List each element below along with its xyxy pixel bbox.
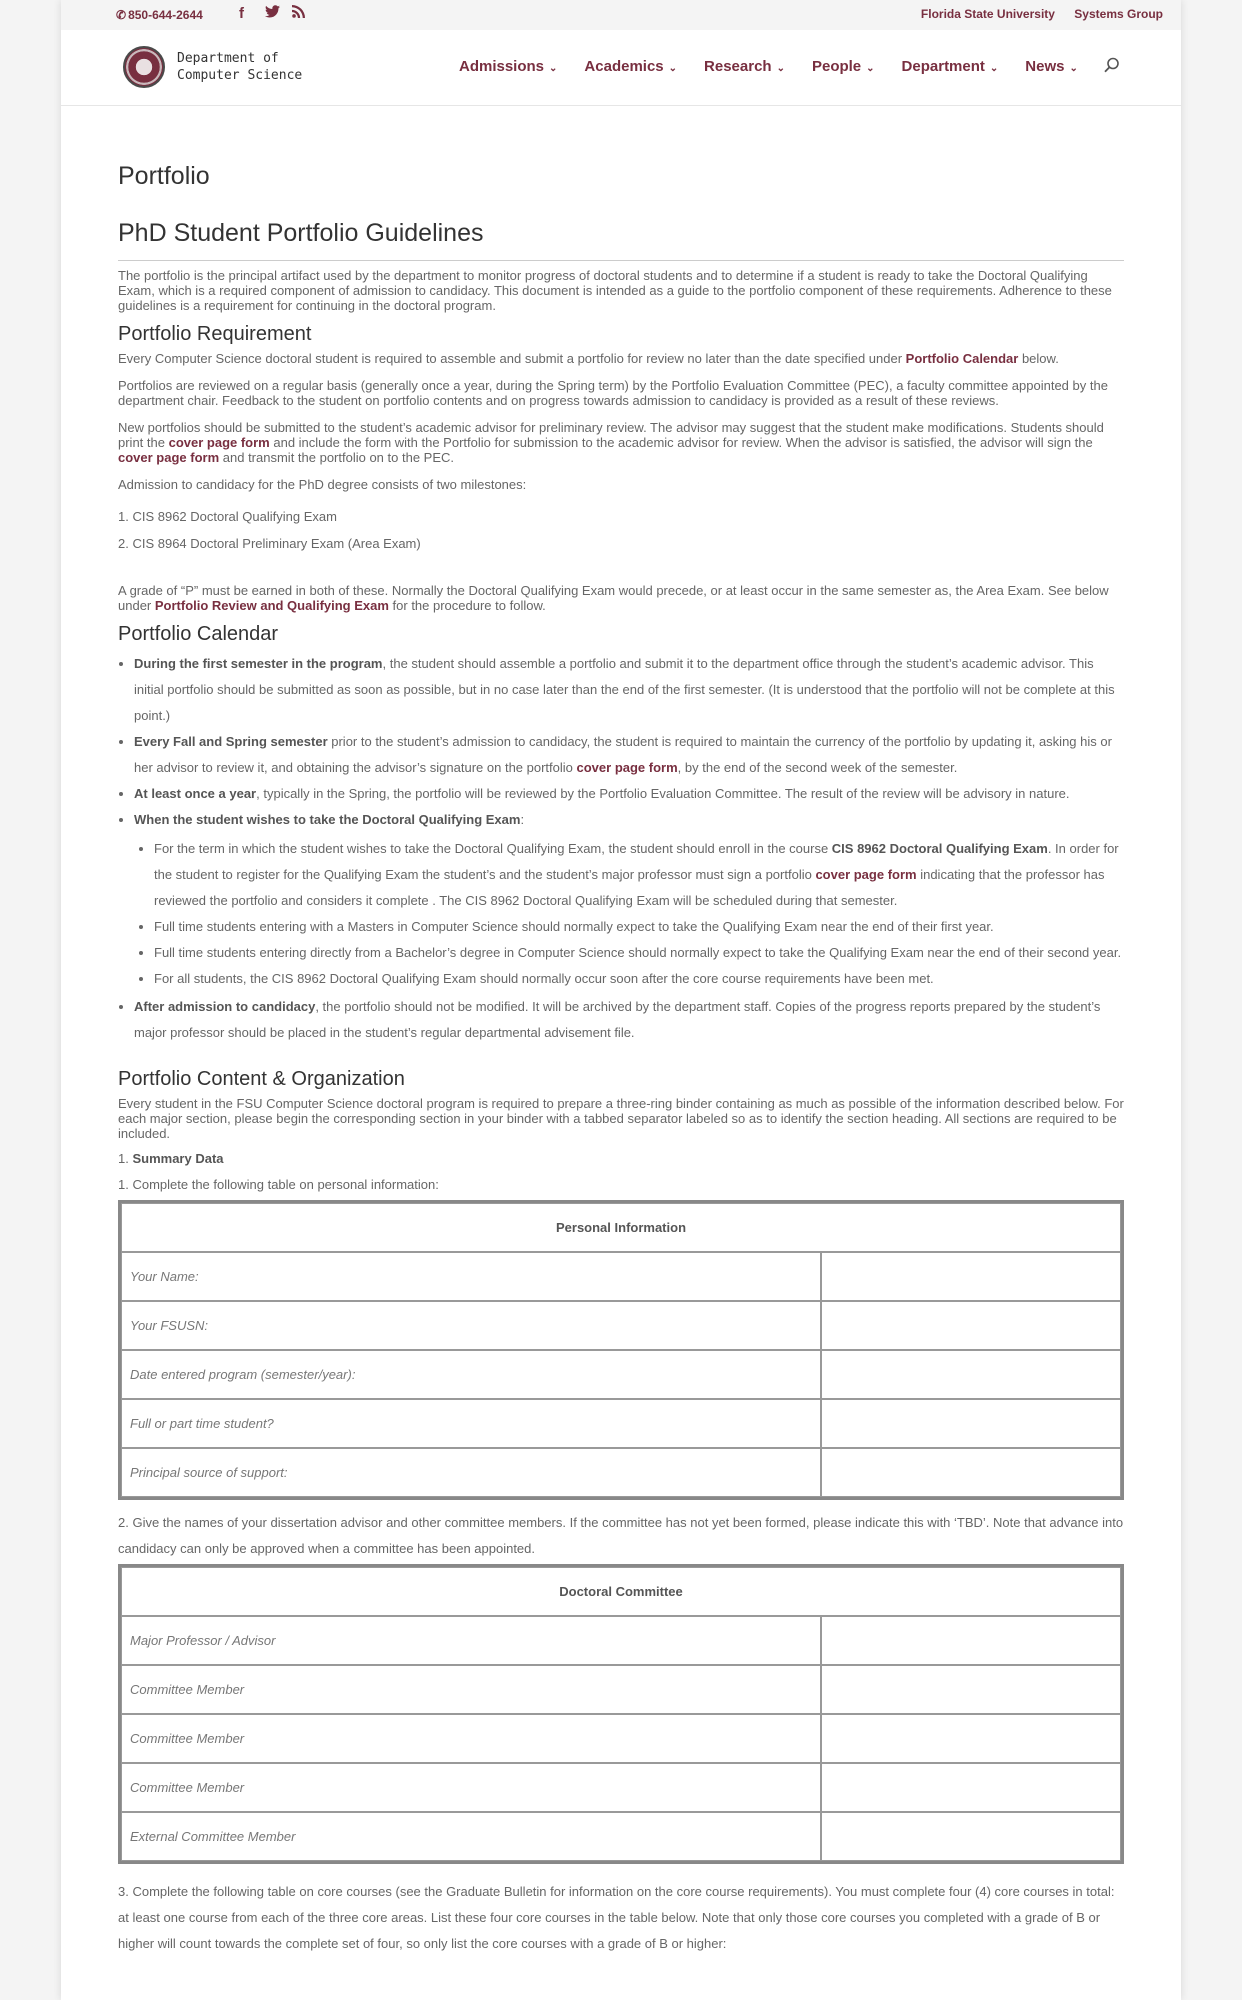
cover-page-form-link[interactable]: cover page form (815, 867, 917, 882)
personal-info-table (118, 1200, 1124, 1500)
committee-table (118, 1564, 1124, 1864)
chevron-down-icon: ⌄ (989, 63, 999, 74)
page (61, 0, 1181, 2000)
phone-link[interactable]: ✆ 850-644-2644 (116, 8, 203, 22)
fsu-link[interactable]: Florida State University (920, 7, 1055, 21)
member-field[interactable] (821, 1665, 1121, 1714)
member-field[interactable] (821, 1763, 1121, 1812)
chevron-down-icon: ⌄ (776, 63, 785, 74)
requirement-heading: Portfolio Requirement (118, 323, 312, 345)
site-logo[interactable] (123, 46, 302, 88)
header (61, 30, 1181, 106)
nav-research[interactable]: Research ⌄ (704, 58, 785, 75)
twitter-icon[interactable] (265, 5, 280, 22)
systems-group-link[interactable]: Systems Group (1074, 7, 1163, 21)
list-item: • For the term in which the student wishes to take the Doctoral Qualifying Exam, the student should enroll in the course CIS 8962 Doctoral Qualifying Exam. In order for the student to register for the Qualifying Exam the student’s and the student’s major professor must sign a portfolio cover page form indicating that the professor has reviewed the portfolio and considers it complete . The CIS 8962 Doctoral Qualifying Exam will be scheduled during that semester. (154, 836, 1124, 914)
top-links (905, 7, 1163, 21)
page-title: Portfolio (118, 162, 210, 190)
list-item: • After admission to candidacy, the portfolio should not be modified. It will be archived by the department staff. Copies of the progress reports prepared by the student’s major professor should be placed in the student’s regular departmental advisement file. (134, 994, 1124, 1046)
list-item: • During the first semester in the program, the student should assemble a portfolio and submit it to the department office through the student’s academic advisor. This initial portfolio should be submitted as soon as possible, but in no case later than the end of the first semester. (It is understood that the portfolio will not be complete at this point.) (134, 651, 1124, 729)
milestone-2: 2. CIS 8964 Doctoral Preliminary Exam (Area Exam) (118, 536, 421, 551)
table-header: Doctoral Committee (121, 1567, 1121, 1616)
table-row: Major Professor / Advisor (121, 1616, 1121, 1665)
step-3: 3. Complete the following table on core courses (see the Graduate Bulletin for information on the core course requirements). You must complete four (4) core courses in total: at least one course from each of the three core areas. List these four core courses in the table below. Note that only those core courses you completed with a grade of B or higher will count towards the complete set of four, so only list the core courses with a grade of B or higher: (118, 1884, 1115, 1951)
requirement-p3: New portfolios should be submitted to the student’s academic advisor for preliminary review. The advisor may suggest that the student make modifications. Students should print the cover page form and include the form with the Portfolio for submission to the academic advisor for review. When the advisor is satisfied, the advisor will sign the cover page form and transmit the portfolio on to the PEC. (118, 420, 1104, 465)
list-item: • For all students, the CIS 8962 Doctoral Qualifying Exam should normally occur soon after the core course requirements have been met. (154, 966, 1124, 992)
portfolio-calendar-link[interactable]: Portfolio Calendar (905, 351, 1019, 366)
requirement-p2: Portfolios are reviewed on a regular basis (generally once a year, during the Spring term) by the Portfolio Evaluation Committee (PEC), a faculty committee appointed by the department chair. Feedback to the student on portfolio contents and on progress towards admission to candidacy is provided as a result of these reviews. (118, 378, 1108, 408)
table-header: Personal Information (121, 1203, 1121, 1252)
chevron-down-icon: ⌄ (668, 63, 678, 74)
cover-page-form-link[interactable]: cover page form (118, 450, 220, 465)
nav-academics[interactable]: Academics ⌄ (584, 58, 678, 75)
table-row: Your Name: (121, 1252, 1121, 1301)
table-row: Committee Member (121, 1714, 1121, 1763)
list-item: • Every Fall and Spring semester prior to the student’s admission to candidacy, the student is required to maintain the currency of the portfolio by updating it, asking his or her advisor to review it, and obtaining the advisor’s signature on the portfolio cover page form, by the end of the second week of the semester. (134, 729, 1124, 781)
rss-icon[interactable] (292, 5, 305, 22)
nav-news[interactable]: News ⌄ (1025, 58, 1078, 75)
member-field[interactable] (821, 1714, 1121, 1763)
support-field[interactable] (821, 1448, 1121, 1497)
table-row: Committee Member (121, 1665, 1121, 1714)
table-row: Date entered program (semester/year): (121, 1350, 1121, 1399)
qualifying-exam-link[interactable]: Portfolio Review and Qualifying Exam (154, 598, 389, 613)
top-bar (61, 0, 1181, 30)
calendar-list (118, 651, 1124, 1046)
phone-icon: ✆ (116, 8, 127, 22)
guidelines-title: PhD Student Portfolio Guidelines (118, 219, 1124, 261)
nav-admissions[interactable]: Admissions ⌄ (459, 58, 558, 75)
section-1-heading: 1. Summary Data (118, 1151, 224, 1166)
nav-department[interactable]: Department ⌄ (901, 58, 999, 75)
content-org-heading: Portfolio Content & Organization (118, 1068, 405, 1090)
logo-line-2: Computer Science (177, 68, 303, 83)
main-nav (459, 58, 1105, 75)
chevron-down-icon: ⌄ (1069, 63, 1078, 74)
calendar-heading: Portfolio Calendar (118, 623, 279, 645)
milestone-1: 1. CIS 8962 Doctoral Qualifying Exam (118, 509, 337, 524)
external-member-field[interactable] (821, 1812, 1121, 1861)
list-item: • Full time students entering with a Masters in Computer Science should normally expect to take the Qualifying Exam near the end of their first year. (154, 914, 1124, 940)
table-row: Full or part time student? (121, 1399, 1121, 1448)
list-item: • At least once a year, typically in the Spring, the portfolio will be reviewed by the Portfolio Evaluation Committee. The result of the review will be advisory in nature. (134, 781, 1124, 807)
fsu-seal-icon (123, 46, 165, 88)
list-item: • Full time students entering directly from a Bachelor’s degree in Computer Science should normally expect to take the Qualifying Exam near the end of their second year. (154, 940, 1124, 966)
list-item: • When the student wishes to take the Doctoral Qualifying Exam: • For the term in which the student wishes to take the Doctoral Qualifying Exam, the student should enroll in the course CIS 8962 Doctoral Qualifying Exam. In order for the student to register for the Qualifying Exam the student’s and the student’s major professor must sign a portfolio cover page form indicating that the professor has reviewed the portfolio and considers it complete . The CIS 8962 Doctoral Qualifying Exam will be scheduled during that semester. • Full time students entering with a Masters in Computer Science should normally expect to take the Qualifying Exam near the end of their first year. • Full time students entering directly from a Bachelor’s degree in Computer Science should normally expect to take the Qualifying Exam near the end of their second year. • For all students, the CIS 8962 Doctoral Qualifying Exam should normally occur soon after the core course requirements have been met. (134, 807, 1124, 992)
step-1: 1. Complete the following table on personal information: (118, 1177, 439, 1192)
requirement-p5: A grade of “P” must be earned in both of these. Normally the Doctoral Qualifying Exam would precede, or at least occur in the same semester as, the Area Exam. See below under Portfolio Review and Qualifying Exam for the procedure to follow. (118, 583, 1109, 613)
logo-line-1: Department of (177, 51, 279, 66)
search-icon[interactable] (1104, 57, 1120, 73)
table-row: Principal source of support: (121, 1448, 1121, 1497)
requirement-p4: Admission to candidacy for the PhD degree consists of two milestones: (118, 477, 527, 492)
table-row: External Committee Member (121, 1812, 1121, 1861)
main-content (118, 150, 1124, 1957)
nav-people[interactable]: People ⌄ (811, 58, 875, 75)
date-entered-field[interactable] (821, 1350, 1121, 1399)
requirement-p1: Every Computer Science doctoral student is required to assemble and submit a portfolio for review no later than the date specified under Portfolio Calendar below. (118, 351, 1059, 366)
step-2: 2. Give the names of your dissertation advisor and other committee members. If the committee has not yet been formed, please indicate this with ‘TBD’. Note that advance into candidacy can only be approved when a committee has been appointed. (118, 1515, 1124, 1556)
advisor-field[interactable] (821, 1616, 1121, 1665)
status-field[interactable] (821, 1399, 1121, 1448)
chevron-down-icon: ⌄ (866, 63, 875, 74)
content-org-intro: Every student in the FSU Computer Science doctoral program is required to prepare a three-ring binder containing as much as possible of the information described below. For each major section, please begin the corresponding section in your binder with a tabbed separator labeled so as to identify the section heading. All sections are required to be included. (118, 1096, 1124, 1141)
chevron-down-icon: ⌄ (549, 63, 558, 74)
table-row: Your FSUSN: (121, 1301, 1121, 1350)
intro-paragraph: The portfolio is the principal artifact used by the department to monitor progress of doctoral students and to determine if a student is ready to take the Doctoral Qualifying Exam, which is a required component of admission to candidacy. This document is intended as a guide to the portfolio component of these requirements. Adherence to these guidelines is a requirement for continuing in the doctoral program. (118, 268, 1112, 313)
table-row: Committee Member (121, 1763, 1121, 1812)
cover-page-form-link[interactable]: cover page form (168, 435, 270, 450)
cover-page-form-link[interactable]: cover page form (576, 760, 678, 775)
fsusn-field[interactable] (821, 1301, 1121, 1350)
facebook-icon[interactable]: f (239, 5, 244, 22)
name-field[interactable] (821, 1252, 1121, 1301)
